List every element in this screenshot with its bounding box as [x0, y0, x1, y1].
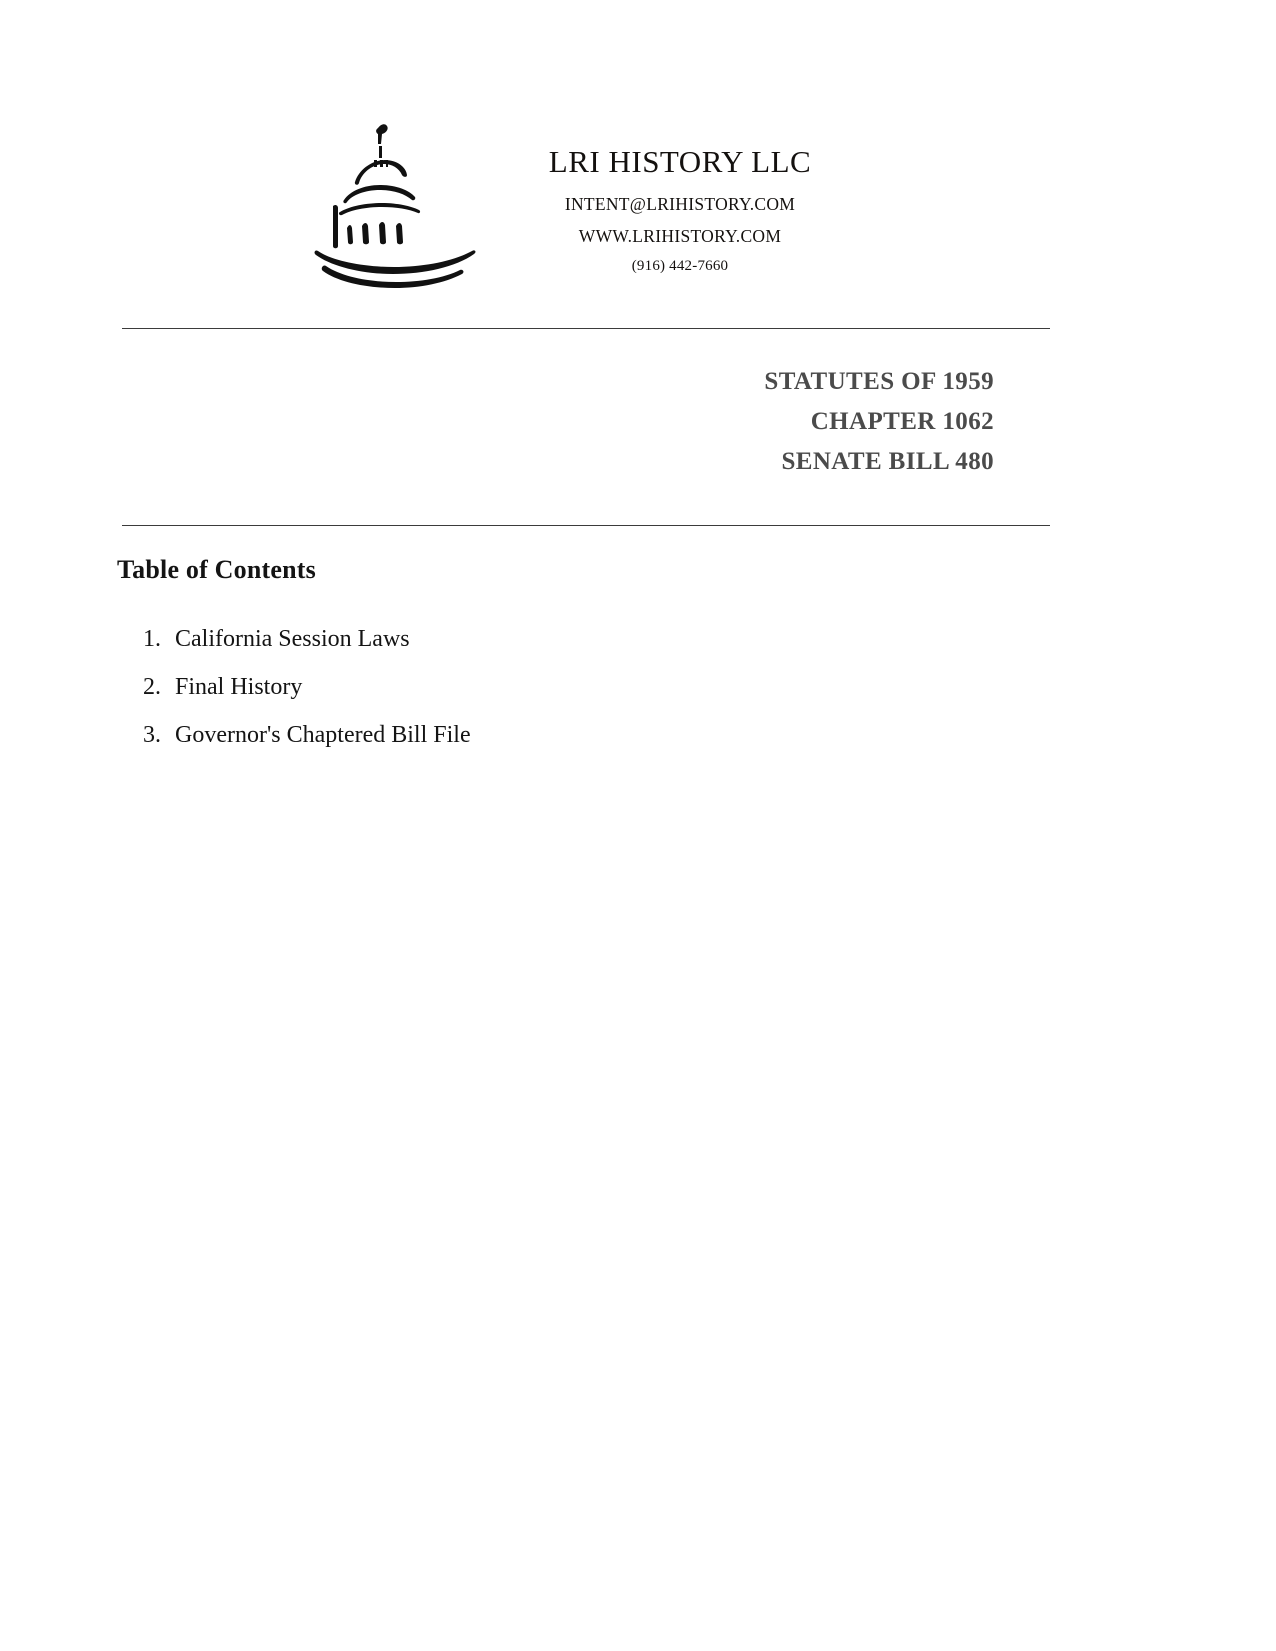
- horizontal-rule-top: [122, 328, 1050, 329]
- statute-year: STATUTES OF 1959: [764, 368, 994, 395]
- capitol-dome-logo-icon: [300, 120, 480, 295]
- table-of-contents-heading: Table of Contents: [117, 555, 316, 584]
- statute-chapter: CHAPTER 1062: [810, 408, 994, 435]
- letterhead: [120, 120, 1050, 295]
- list-item-label: California Session Laws: [175, 626, 410, 652]
- list-item-label: Final History: [175, 674, 303, 700]
- list-item: [117, 663, 877, 711]
- list-item-number: 2.: [143, 674, 161, 700]
- list-item-number: 3.: [143, 722, 161, 748]
- list-item-number: 1.: [143, 626, 161, 652]
- organization-info: [480, 120, 1050, 275]
- list-item-label: Governor's Chaptered Bill File: [175, 722, 471, 748]
- organization-phone: (916) 442-7660: [631, 258, 729, 274]
- statute-bill: SENATE BILL 480: [781, 448, 994, 475]
- statute-title-block: [764, 362, 994, 482]
- list-item: [117, 711, 877, 759]
- table-of-contents-list: [117, 615, 877, 759]
- organization-website: WWW.LRIHISTORY.COM: [578, 226, 782, 246]
- organization-email: INTENT@LRIHISTORY.COM: [564, 194, 796, 214]
- horizontal-rule-bottom: [122, 525, 1050, 526]
- organization-name: LRI HISTORY LLC: [548, 144, 812, 179]
- list-item: [117, 615, 877, 663]
